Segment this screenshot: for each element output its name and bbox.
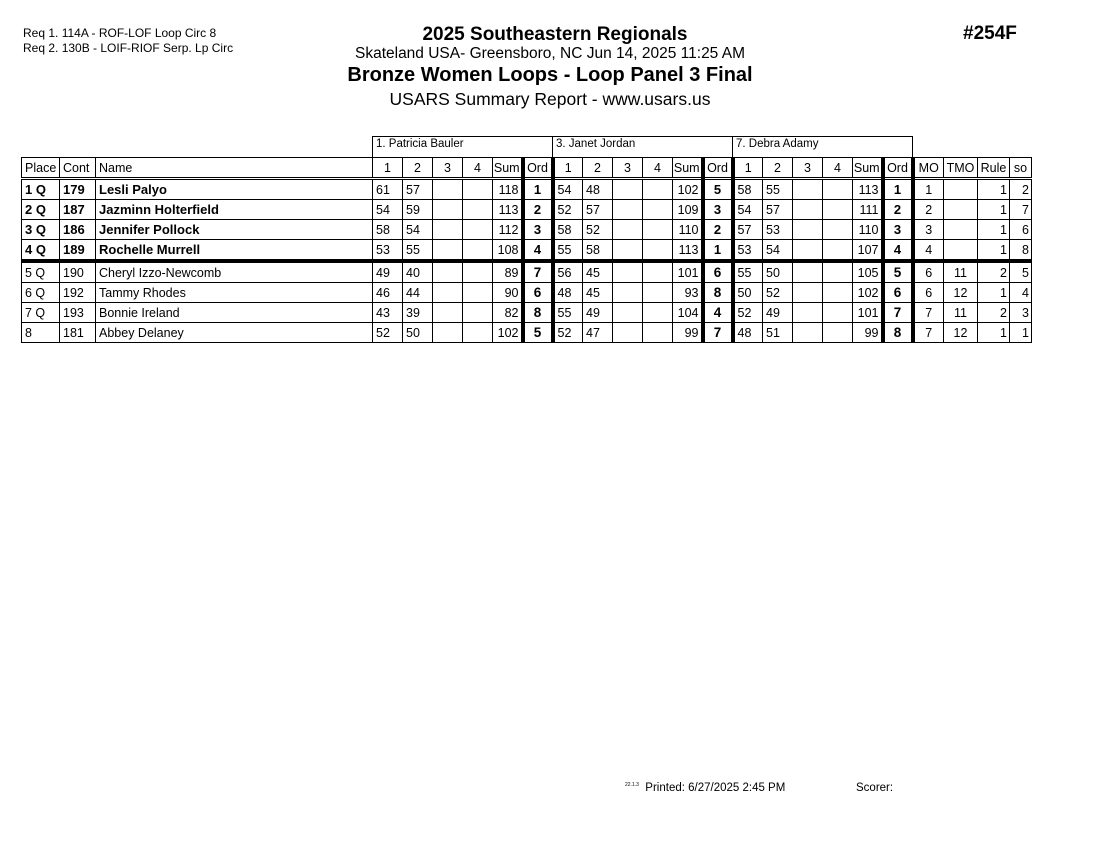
majority-ordinal: 7 xyxy=(913,303,944,323)
score-3 xyxy=(613,303,643,323)
score-1: 53 xyxy=(733,240,763,262)
sum-of-ordinals: 4 xyxy=(1010,283,1032,303)
rule: 1 xyxy=(978,179,1010,200)
score-2: 48 xyxy=(583,179,613,200)
score-2: 51 xyxy=(763,323,793,343)
score-1: 52 xyxy=(553,200,583,220)
score-sum: 90 xyxy=(493,283,523,303)
header-score-s4: 4 xyxy=(643,158,673,179)
venue-line: Skateland USA- Greensboro, NC Jun 14, 2025 11:25 AM xyxy=(354,45,746,62)
score-sum: 109 xyxy=(673,200,703,220)
sum-of-ordinals: 3 xyxy=(1010,303,1032,323)
score-2: 58 xyxy=(583,240,613,262)
score-1: 43 xyxy=(373,303,403,323)
skater-name: Cheryl Izzo-Newcomb xyxy=(96,261,373,283)
header-ord: Ord xyxy=(703,158,733,179)
score-1: 54 xyxy=(553,179,583,200)
score-sum: 102 xyxy=(853,283,883,303)
score-3 xyxy=(433,240,463,262)
header-score-s4: 4 xyxy=(463,158,493,179)
place-cell: 7 Q xyxy=(22,303,60,323)
total-majority-ordinal: 11 xyxy=(944,303,978,323)
score-2: 57 xyxy=(583,200,613,220)
requirement-1: Req 1. 114A - ROF-LOF Loop Circ 8 xyxy=(23,26,217,40)
score-3 xyxy=(433,220,463,240)
score-3 xyxy=(433,323,463,343)
sum-of-ordinals: 5 xyxy=(1010,261,1032,283)
sum-of-ordinals: 6 xyxy=(1010,220,1032,240)
total-majority-ordinal: 12 xyxy=(944,283,978,303)
score-sum: 101 xyxy=(853,303,883,323)
score-2: 53 xyxy=(763,220,793,240)
skater-name: Jennifer Pollock xyxy=(96,220,373,240)
total-majority-ordinal xyxy=(944,200,978,220)
score-2: 44 xyxy=(403,283,433,303)
score-1: 55 xyxy=(733,261,763,283)
ordinal: 7 xyxy=(703,323,733,343)
judge-3-name: 7. Debra Adamy xyxy=(733,137,913,158)
event-title: Bronze Women Loops - Loop Panel 3 Final xyxy=(347,64,753,86)
score-2: 57 xyxy=(403,179,433,200)
ordinal: 1 xyxy=(703,240,733,262)
competition-title: 2025 Southeastern Regionals xyxy=(422,24,688,45)
judges-row xyxy=(22,137,1032,158)
score-2: 55 xyxy=(763,179,793,200)
header-score-s1: 1 xyxy=(373,158,403,179)
ordinal: 5 xyxy=(883,261,913,283)
column-header-row xyxy=(22,158,1032,179)
score-sum: 99 xyxy=(673,323,703,343)
score-2: 50 xyxy=(763,261,793,283)
score-sum: 104 xyxy=(673,303,703,323)
score-1: 49 xyxy=(373,261,403,283)
rule: 1 xyxy=(978,283,1010,303)
score-1: 52 xyxy=(553,323,583,343)
score-1: 46 xyxy=(373,283,403,303)
header-tmo: TMO xyxy=(944,158,978,179)
score-3 xyxy=(793,261,823,283)
score-4 xyxy=(643,261,673,283)
place-cell: 4 Q xyxy=(22,240,60,262)
score-3 xyxy=(433,179,463,200)
score-4 xyxy=(823,240,853,262)
score-1: 58 xyxy=(373,220,403,240)
ordinal: 3 xyxy=(523,220,553,240)
total-majority-ordinal xyxy=(944,179,978,200)
score-1: 61 xyxy=(373,179,403,200)
header-ord: Ord xyxy=(523,158,553,179)
score-4 xyxy=(643,240,673,262)
ordinal: 6 xyxy=(703,261,733,283)
ordinal: 8 xyxy=(883,323,913,343)
ordinal: 3 xyxy=(883,220,913,240)
score-sum: 118 xyxy=(493,179,523,200)
judge-2-name: 3. Janet Jordan xyxy=(553,137,733,158)
place-cell: 8 xyxy=(22,323,60,343)
score-2: 49 xyxy=(583,303,613,323)
ordinal: 5 xyxy=(703,179,733,200)
score-4 xyxy=(823,179,853,200)
score-4 xyxy=(463,283,493,303)
score-sum: 101 xyxy=(673,261,703,283)
ordinal: 6 xyxy=(523,283,553,303)
total-majority-ordinal: 11 xyxy=(944,261,978,283)
ordinal: 7 xyxy=(523,261,553,283)
score-1: 58 xyxy=(553,220,583,240)
score-2: 59 xyxy=(403,200,433,220)
score-1: 55 xyxy=(553,303,583,323)
score-sum: 107 xyxy=(853,240,883,262)
header-sum: Sum xyxy=(673,158,703,179)
table-row xyxy=(22,240,1032,262)
score-sum: 112 xyxy=(493,220,523,240)
ordinal: 4 xyxy=(523,240,553,262)
ordinal: 7 xyxy=(883,303,913,323)
majority-ordinal: 6 xyxy=(913,261,944,283)
sum-of-ordinals: 2 xyxy=(1010,179,1032,200)
results-table xyxy=(21,136,1032,343)
score-sum: 102 xyxy=(673,179,703,200)
header-so: so xyxy=(1010,158,1032,179)
header-sum: Sum xyxy=(853,158,883,179)
header-score-s3: 3 xyxy=(433,158,463,179)
score-4 xyxy=(463,303,493,323)
header-score-s2: 2 xyxy=(583,158,613,179)
score-2: 45 xyxy=(583,261,613,283)
rule: 2 xyxy=(978,303,1010,323)
score-4 xyxy=(463,179,493,200)
contestant-number: 193 xyxy=(60,303,96,323)
event-number: #254F xyxy=(963,23,1017,44)
score-3 xyxy=(433,283,463,303)
rule: 1 xyxy=(978,240,1010,262)
score-2: 47 xyxy=(583,323,613,343)
header-cont: Cont xyxy=(60,158,96,179)
skater-name: Abbey Delaney xyxy=(96,323,373,343)
score-2: 52 xyxy=(763,283,793,303)
table-row xyxy=(22,179,1032,200)
score-2: 54 xyxy=(763,240,793,262)
ordinal: 2 xyxy=(703,220,733,240)
rule: 1 xyxy=(978,220,1010,240)
header-ord: Ord xyxy=(883,158,913,179)
ordinal: 6 xyxy=(883,283,913,303)
score-1: 48 xyxy=(553,283,583,303)
score-sum: 108 xyxy=(493,240,523,262)
skater-name: Lesli Palyo xyxy=(96,179,373,200)
score-3 xyxy=(793,220,823,240)
score-4 xyxy=(643,283,673,303)
rule: 2 xyxy=(978,261,1010,283)
header-name: Name xyxy=(96,158,373,179)
rule: 1 xyxy=(978,200,1010,220)
majority-ordinal: 4 xyxy=(913,240,944,262)
score-3 xyxy=(613,261,643,283)
score-4 xyxy=(463,240,493,262)
ordinal: 3 xyxy=(703,200,733,220)
score-3 xyxy=(793,283,823,303)
score-1: 54 xyxy=(373,200,403,220)
contestant-number: 187 xyxy=(60,200,96,220)
rule: 1 xyxy=(978,323,1010,343)
place-cell: 5 Q xyxy=(22,261,60,283)
version-number: 22.1.3 xyxy=(625,782,639,788)
score-sum: 99 xyxy=(853,323,883,343)
score-1: 52 xyxy=(733,303,763,323)
score-2: 40 xyxy=(403,261,433,283)
score-1: 56 xyxy=(553,261,583,283)
score-sum: 105 xyxy=(853,261,883,283)
score-4 xyxy=(643,220,673,240)
score-1: 55 xyxy=(553,240,583,262)
ordinal: 1 xyxy=(883,179,913,200)
score-1: 57 xyxy=(733,220,763,240)
total-majority-ordinal xyxy=(944,240,978,262)
score-3 xyxy=(793,323,823,343)
score-1: 53 xyxy=(373,240,403,262)
score-3 xyxy=(613,240,643,262)
score-4 xyxy=(643,323,673,343)
score-1: 50 xyxy=(733,283,763,303)
header-score-s1: 1 xyxy=(733,158,763,179)
score-3 xyxy=(793,303,823,323)
header-mo: MO xyxy=(913,158,944,179)
score-3 xyxy=(793,179,823,200)
majority-ordinal: 1 xyxy=(913,179,944,200)
majority-ordinal: 7 xyxy=(913,323,944,343)
score-3 xyxy=(613,200,643,220)
score-sum: 110 xyxy=(673,220,703,240)
header-score-s2: 2 xyxy=(403,158,433,179)
skater-name: Rochelle Murrell xyxy=(96,240,373,262)
score-1: 54 xyxy=(733,200,763,220)
score-3 xyxy=(613,179,643,200)
score-1: 52 xyxy=(373,323,403,343)
table-row xyxy=(22,200,1032,220)
score-4 xyxy=(823,283,853,303)
table-row xyxy=(22,220,1032,240)
skater-name: Tammy Rhodes xyxy=(96,283,373,303)
score-3 xyxy=(613,283,643,303)
majority-ordinal: 3 xyxy=(913,220,944,240)
place-cell: 2 Q xyxy=(22,200,60,220)
score-4 xyxy=(643,200,673,220)
sum-of-ordinals: 8 xyxy=(1010,240,1032,262)
score-3 xyxy=(433,261,463,283)
skater-name: Jazminn Holterfield xyxy=(96,200,373,220)
score-sum: 111 xyxy=(853,200,883,220)
score-2: 52 xyxy=(583,220,613,240)
table-row xyxy=(22,261,1032,283)
header-score-s1: 1 xyxy=(553,158,583,179)
scorer-label: Scorer: xyxy=(856,782,894,794)
judge-1-name: 1. Patricia Bauler xyxy=(373,137,553,158)
score-2: 54 xyxy=(403,220,433,240)
header-sum: Sum xyxy=(493,158,523,179)
contestant-number: 186 xyxy=(60,220,96,240)
score-sum: 89 xyxy=(493,261,523,283)
ordinal: 2 xyxy=(523,200,553,220)
place-cell: 6 Q xyxy=(22,283,60,303)
table-row xyxy=(22,303,1032,323)
score-4 xyxy=(463,200,493,220)
ordinal: 4 xyxy=(703,303,733,323)
score-3 xyxy=(793,240,823,262)
score-2: 50 xyxy=(403,323,433,343)
score-4 xyxy=(643,303,673,323)
place-cell: 1 Q xyxy=(22,179,60,200)
score-1: 58 xyxy=(733,179,763,200)
score-2: 57 xyxy=(763,200,793,220)
total-majority-ordinal: 12 xyxy=(944,323,978,343)
score-2: 49 xyxy=(763,303,793,323)
contestant-number: 181 xyxy=(60,323,96,343)
score-sum: 82 xyxy=(493,303,523,323)
score-sum: 102 xyxy=(493,323,523,343)
total-majority-ordinal xyxy=(944,220,978,240)
score-1: 48 xyxy=(733,323,763,343)
score-2: 55 xyxy=(403,240,433,262)
sum-of-ordinals: 1 xyxy=(1010,323,1032,343)
ordinal: 4 xyxy=(883,240,913,262)
report-line: USARS Summary Report - www.usars.us xyxy=(389,89,711,109)
printed-info xyxy=(625,782,785,794)
majority-ordinal: 2 xyxy=(913,200,944,220)
header-rule: Rule xyxy=(978,158,1010,179)
score-4 xyxy=(643,179,673,200)
ordinal: 2 xyxy=(883,200,913,220)
score-4 xyxy=(823,303,853,323)
contestant-number: 179 xyxy=(60,179,96,200)
majority-ordinal: 6 xyxy=(913,283,944,303)
skater-name: Bonnie Ireland xyxy=(96,303,373,323)
score-4 xyxy=(463,261,493,283)
header-score-s3: 3 xyxy=(613,158,643,179)
contestant-number: 190 xyxy=(60,261,96,283)
table-row xyxy=(22,283,1032,303)
header-place: Place xyxy=(22,158,60,179)
contestant-number: 192 xyxy=(60,283,96,303)
sum-of-ordinals: 7 xyxy=(1010,200,1032,220)
score-sum: 113 xyxy=(853,179,883,200)
requirement-2: Req 2. 130B - LOIF-RIOF Serp. Lp Circ xyxy=(23,41,234,55)
printed-timestamp: Printed: 6/27/2025 2:45 PM xyxy=(645,782,786,794)
score-3 xyxy=(793,200,823,220)
place-cell: 3 Q xyxy=(22,220,60,240)
header-score-s3: 3 xyxy=(793,158,823,179)
score-4 xyxy=(823,323,853,343)
ordinal: 8 xyxy=(523,303,553,323)
score-4 xyxy=(823,261,853,283)
score-3 xyxy=(613,323,643,343)
ordinal: 1 xyxy=(523,179,553,200)
score-3 xyxy=(433,200,463,220)
header-score-s2: 2 xyxy=(763,158,793,179)
table-row xyxy=(22,323,1032,343)
score-2: 39 xyxy=(403,303,433,323)
score-sum: 110 xyxy=(853,220,883,240)
ordinal: 5 xyxy=(523,323,553,343)
score-sum: 93 xyxy=(673,283,703,303)
score-3 xyxy=(433,303,463,323)
score-4 xyxy=(463,323,493,343)
score-4 xyxy=(823,220,853,240)
header-score-s4: 4 xyxy=(823,158,853,179)
score-3 xyxy=(613,220,643,240)
score-sum: 113 xyxy=(673,240,703,262)
score-4 xyxy=(823,200,853,220)
contestant-number: 189 xyxy=(60,240,96,262)
score-2: 45 xyxy=(583,283,613,303)
score-sum: 113 xyxy=(493,200,523,220)
score-4 xyxy=(463,220,493,240)
ordinal: 8 xyxy=(703,283,733,303)
